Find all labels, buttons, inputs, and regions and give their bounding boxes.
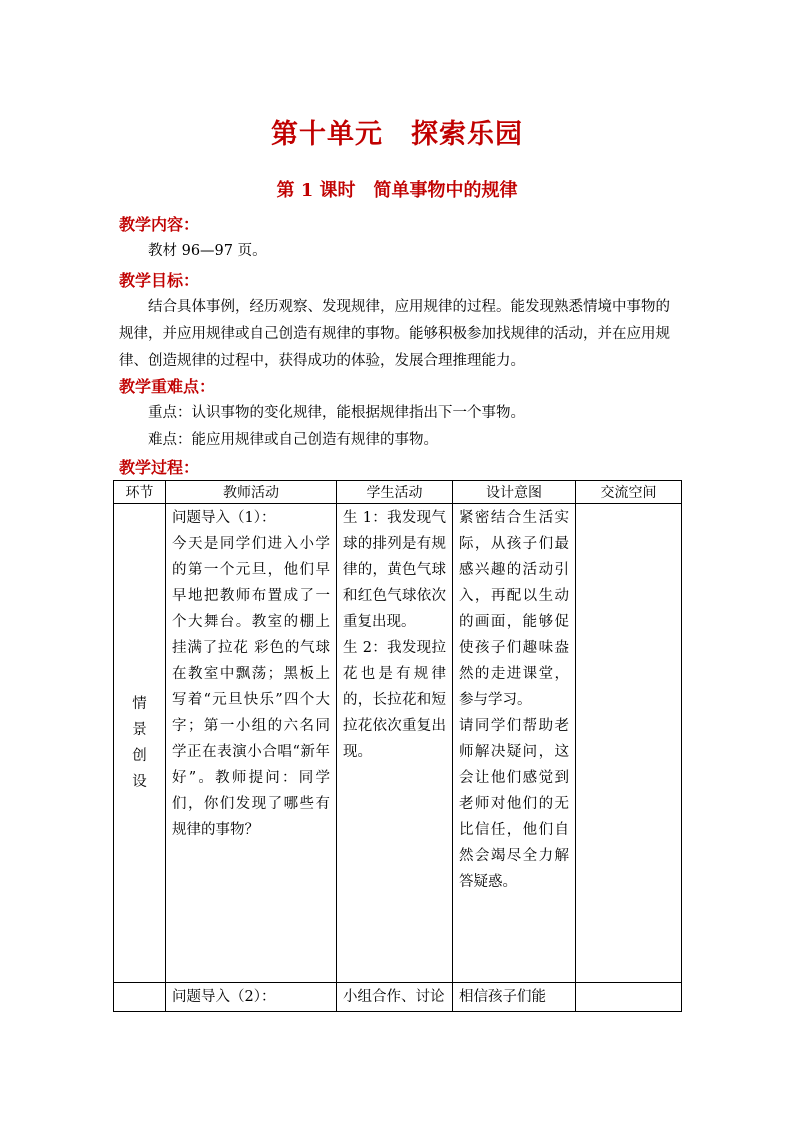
exchange-space-cell bbox=[576, 504, 682, 983]
header-stage: 环节 bbox=[114, 481, 166, 504]
teacher-activity-text: 问题导入（1）： 今天是同学们进入小学的第一个元旦，他们早早地把教师布置成了一个大舞台。教室的棚上挂满了拉花 彩色的气球在教室中飘荡；黑板上写着“元旦快乐”四个大字；第一小组的六名同学正在表演小合唱“新年好”。教师提问：同学们，你们发现了哪些有规律的事物？ bbox=[172, 510, 330, 838]
design-intent-cell bbox=[453, 504, 576, 983]
student-activity-text: 生 1：我发现气球的排列是有规律的，黄色气球和红色气球依次重复出现。 生 2：我发现拉花也是有规律的，长拉花和短拉花依次重复出现。 bbox=[343, 510, 446, 760]
table-row bbox=[114, 504, 682, 983]
content-heading: 教学内容： bbox=[119, 215, 200, 234]
header-student-activity: 学生活动 bbox=[337, 481, 453, 504]
stage-char: 景 bbox=[132, 722, 147, 738]
goals-heading: 教学目标： bbox=[119, 271, 200, 290]
process-table bbox=[113, 480, 682, 1012]
lesson-title: 第 1 课时 简单事物中的规律 bbox=[276, 180, 518, 201]
goals-text: 结合具体事例，经历观察、发现规律，应用规律的过程。能发现熟悉情境中事物的规律，并应用规律或自己创造有规律的事物。能够积极参加找规律的活动，并在应用规律、创造规律的过程中，获得成功的体验，发展合理推理能力。 bbox=[119, 299, 670, 369]
stage-cell bbox=[114, 983, 166, 1012]
stage-char: 情 bbox=[132, 696, 147, 712]
table-row bbox=[114, 983, 682, 1012]
design-intent-cell: 相信孩子们能 bbox=[453, 983, 576, 1012]
student-activity-cell bbox=[337, 504, 453, 983]
design-intent-text: 紧密结合生活实际，从孩子们最感兴趣的活动引入，再配以生动的画面，能够促使孩子们趣味盎然的走进课堂，参与学习。 请同学们帮助老师解决疑问，这会让他们感觉到老师对他们的无比信任，他们自然会竭尽全力解答疑惑。 bbox=[459, 510, 569, 890]
stage-char: 创 bbox=[132, 748, 147, 764]
table-header-row bbox=[114, 481, 682, 504]
teacher-activity-cell bbox=[166, 504, 337, 983]
unit-title: 第十单元 探索乐园 bbox=[271, 119, 523, 150]
header-teacher-activity: 教师活动 bbox=[166, 481, 337, 504]
header-exchange-space: 交流空间 bbox=[576, 481, 682, 504]
header-design-intent: 设计意图 bbox=[453, 481, 576, 504]
process-heading: 教学过程： bbox=[119, 458, 200, 477]
key-point-text: 重点：认识事物的变化规律，能根据规律指出下一个事物。 bbox=[148, 405, 525, 421]
content-text: 教材 96—97 页。 bbox=[148, 243, 267, 259]
stage-cell bbox=[114, 504, 166, 983]
student-activity-cell: 小组合作、讨论 bbox=[337, 983, 453, 1012]
exchange-space-cell bbox=[576, 983, 682, 1012]
stage-char: 设 bbox=[132, 774, 147, 790]
key-points-heading: 教学重难点： bbox=[119, 377, 216, 396]
difficult-point-text: 难点：能应用规律或自己创造有规律的事物。 bbox=[148, 432, 438, 448]
teacher-activity-cell: 问题导入（2）： bbox=[166, 983, 337, 1012]
